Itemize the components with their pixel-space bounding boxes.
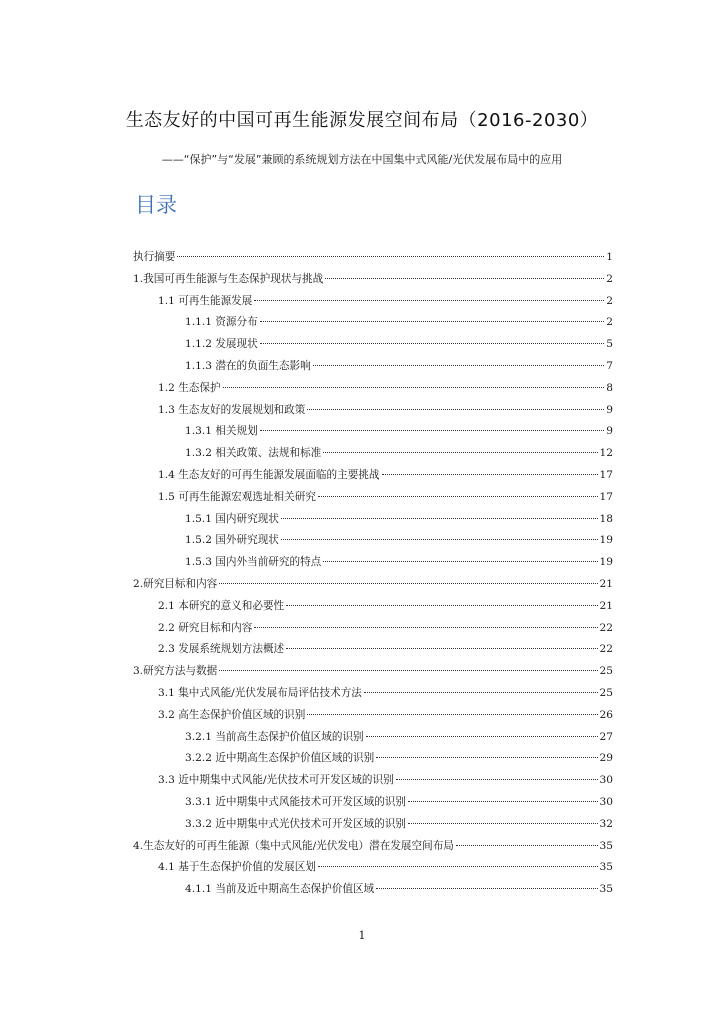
toc-entry[interactable] — [133, 554, 613, 576]
toc-entry-page: 32 — [599, 817, 613, 830]
toc-entry-page: 22 — [599, 621, 613, 634]
toc-entry[interactable] — [133, 641, 613, 663]
toc-entry-label: 3.2 高生态保护价值区域的识别 — [158, 708, 306, 721]
toc-entry-label: 1.我国可再生能源与生态保护现状与挑战 — [133, 272, 324, 285]
toc-entry[interactable] — [133, 489, 613, 511]
toc-entry-page: 21 — [599, 577, 613, 590]
toc-leader-dots — [366, 736, 598, 737]
toc-entry[interactable] — [133, 380, 613, 402]
toc-entry-label: 2.2 研究目标和内容 — [158, 621, 253, 634]
toc-leader-dots — [313, 365, 605, 366]
toc-leader-dots — [323, 452, 597, 453]
toc-entry-label: 1.4 生态友好的可再生能源发展面临的主要挑战 — [158, 468, 380, 481]
toc-entry-label: 1.2 生态保护 — [158, 381, 221, 394]
toc-entry[interactable] — [133, 423, 613, 445]
toc-entry-page: 30 — [599, 774, 613, 787]
toc-entry-label: 2.3 发展系统规划方法概述 — [158, 643, 285, 656]
toc-entry[interactable] — [133, 293, 613, 315]
toc-entry[interactable] — [133, 532, 613, 554]
toc-entry-label: 4.1.1 当前及近中期高生态保护价值区域 — [185, 883, 375, 896]
toc-leader-dots — [286, 605, 597, 606]
toc-entry[interactable] — [133, 663, 613, 685]
toc-leader-dots — [281, 539, 598, 540]
toc-leader-dots — [318, 496, 598, 497]
toc-entry-page: 2 — [606, 294, 613, 307]
toc-leader-dots — [219, 583, 597, 584]
toc-leader-dots — [260, 321, 605, 322]
toc-leader-dots — [254, 300, 604, 301]
toc-leader-dots — [254, 627, 597, 628]
toc-entry[interactable] — [133, 576, 613, 598]
toc-entry-label: 1.1.1 资源分布 — [185, 316, 258, 329]
toc-leader-dots — [376, 757, 597, 758]
toc-entry-page: 26 — [599, 708, 613, 721]
toc-leader-dots — [376, 888, 597, 889]
toc-entry[interactable] — [133, 838, 613, 860]
toc-leader-dots — [408, 823, 598, 824]
toc-entry-label: 执行摘要 — [133, 251, 176, 263]
toc-entry-page: 7 — [606, 359, 613, 372]
toc-entry[interactable] — [133, 314, 613, 336]
toc-entry-label: 1.5.1 国内研究现状 — [185, 512, 279, 525]
toc-entry-page: 18 — [599, 512, 613, 525]
toc-leader-dots — [307, 409, 604, 410]
toc-entry-label: 1.1.2 发展现状 — [185, 338, 258, 351]
toc-entry[interactable] — [133, 881, 613, 903]
table-of-contents — [133, 249, 613, 903]
toc-leader-dots — [286, 648, 597, 649]
toc-leader-dots — [223, 387, 605, 388]
toc-entry[interactable] — [133, 685, 613, 707]
toc-leader-dots — [260, 343, 605, 344]
toc-leader-dots — [281, 518, 598, 519]
toc-entry[interactable] — [133, 249, 613, 271]
toc-entry[interactable] — [133, 707, 613, 729]
toc-entry-page: 25 — [599, 686, 613, 699]
toc-entry-label: 3.研究方法与数据 — [133, 665, 218, 678]
toc-entry-label: 1.1.3 潜在的负面生态影响 — [185, 359, 311, 372]
toc-leader-dots — [260, 430, 605, 431]
toc-leader-dots — [456, 845, 598, 846]
toc-entry-page: 9 — [606, 403, 613, 416]
toc-leader-dots — [382, 474, 598, 475]
toc-leader-dots — [307, 714, 597, 715]
toc-entry-label: 1.5.2 国外研究现状 — [185, 534, 279, 547]
toc-entry-label: 2.研究目标和内容 — [133, 577, 218, 590]
toc-leader-dots — [396, 779, 598, 780]
toc-entry[interactable] — [133, 358, 613, 380]
toc-entry-label: 4.生态友好的可再生能源（集中式风能/光伏发电）潜在发展空间布局 — [133, 839, 454, 852]
toc-entry-page: 19 — [599, 534, 613, 547]
toc-leader-dots — [318, 866, 598, 867]
toc-entry-page: 22 — [599, 643, 613, 656]
toc-entry-page: 35 — [599, 883, 613, 896]
toc-entry-label: 3.2.1 当前高生态保护价值区域的识别 — [185, 730, 364, 743]
toc-entry-page: 1 — [606, 251, 613, 263]
toc-entry-page: 2 — [606, 272, 613, 285]
toc-entry-label: 1.3 生态友好的发展规划和政策 — [158, 403, 306, 416]
toc-entry[interactable] — [133, 511, 613, 533]
toc-entry[interactable] — [133, 729, 613, 751]
toc-entry-label: 1.5 可再生能源宏观选址相关研究 — [158, 490, 316, 503]
toc-entry-label: 3.1 集中式风能/光伏发展布局评估技术方法 — [158, 686, 362, 699]
toc-entry-label: 3.2.2 近中期高生态保护价值区域的识别 — [185, 752, 375, 765]
toc-entry[interactable] — [133, 467, 613, 489]
document-subtitle: ——“保护”与“发展”兼顾的系统规划方法在中国集中式风能/光伏发展布局中的应用 — [161, 153, 563, 166]
toc-entry[interactable] — [133, 816, 613, 838]
toc-leader-dots — [323, 561, 597, 562]
toc-entry-page: 25 — [599, 665, 613, 678]
toc-entry[interactable] — [133, 620, 613, 642]
toc-entry[interactable] — [133, 794, 613, 816]
toc-entry-page: 17 — [599, 468, 613, 481]
toc-entry-label: 1.1 可再生能源发展 — [158, 294, 253, 307]
toc-entry[interactable] — [133, 271, 613, 293]
toc-entry-page: 29 — [599, 752, 613, 765]
toc-entry-label: 1.3.1 相关规划 — [185, 425, 258, 438]
toc-entry[interactable] — [133, 445, 613, 467]
toc-entry-page: 19 — [599, 556, 613, 569]
toc-entry[interactable] — [133, 859, 613, 881]
toc-entry-page: 12 — [599, 447, 613, 460]
toc-heading: 目录 — [135, 193, 177, 217]
toc-entry-label: 3.3 近中期集中式风能/光伏技术可开发区域的识别 — [158, 774, 394, 787]
page-number: 1 — [358, 929, 366, 942]
toc-entry-page: 30 — [599, 795, 613, 808]
toc-entry-page: 2 — [606, 316, 613, 329]
document-title: 生态友好的中国可再生能源发展空间布局（2016-2030） — [125, 110, 599, 131]
toc-entry-label: 2.1 本研究的意义和必要性 — [158, 599, 285, 612]
toc-entry[interactable] — [133, 402, 613, 424]
toc-entry-page: 35 — [599, 861, 613, 874]
toc-entry-page: 5 — [606, 338, 613, 351]
toc-entry[interactable] — [133, 336, 613, 358]
toc-entry-label: 3.3.1 近中期集中式风能技术可开发区域的识别 — [185, 795, 407, 808]
toc-entry-page: 21 — [599, 599, 613, 612]
toc-entry[interactable] — [133, 598, 613, 620]
toc-leader-dots — [177, 256, 604, 257]
toc-entry[interactable] — [133, 772, 613, 794]
toc-entry-page: 17 — [599, 490, 613, 503]
toc-leader-dots — [219, 670, 597, 671]
toc-entry-page: 27 — [599, 730, 613, 743]
toc-entry[interactable] — [133, 750, 613, 772]
toc-entry-label: 3.3.2 近中期集中式光伏技术可开发区域的识别 — [185, 817, 407, 830]
toc-leader-dots — [408, 801, 598, 802]
toc-entry-label: 4.1 基于生态保护价值的发展区划 — [158, 861, 316, 874]
toc-entry-page: 9 — [606, 425, 613, 438]
toc-entry-label: 1.3.2 相关政策、法规和标准 — [185, 447, 322, 460]
toc-entry-label: 1.5.3 国内外当前研究的特点 — [185, 556, 322, 569]
toc-entry-page: 8 — [606, 381, 613, 394]
toc-leader-dots — [325, 278, 604, 279]
toc-entry-page: 35 — [599, 839, 613, 852]
toc-leader-dots — [364, 692, 598, 693]
